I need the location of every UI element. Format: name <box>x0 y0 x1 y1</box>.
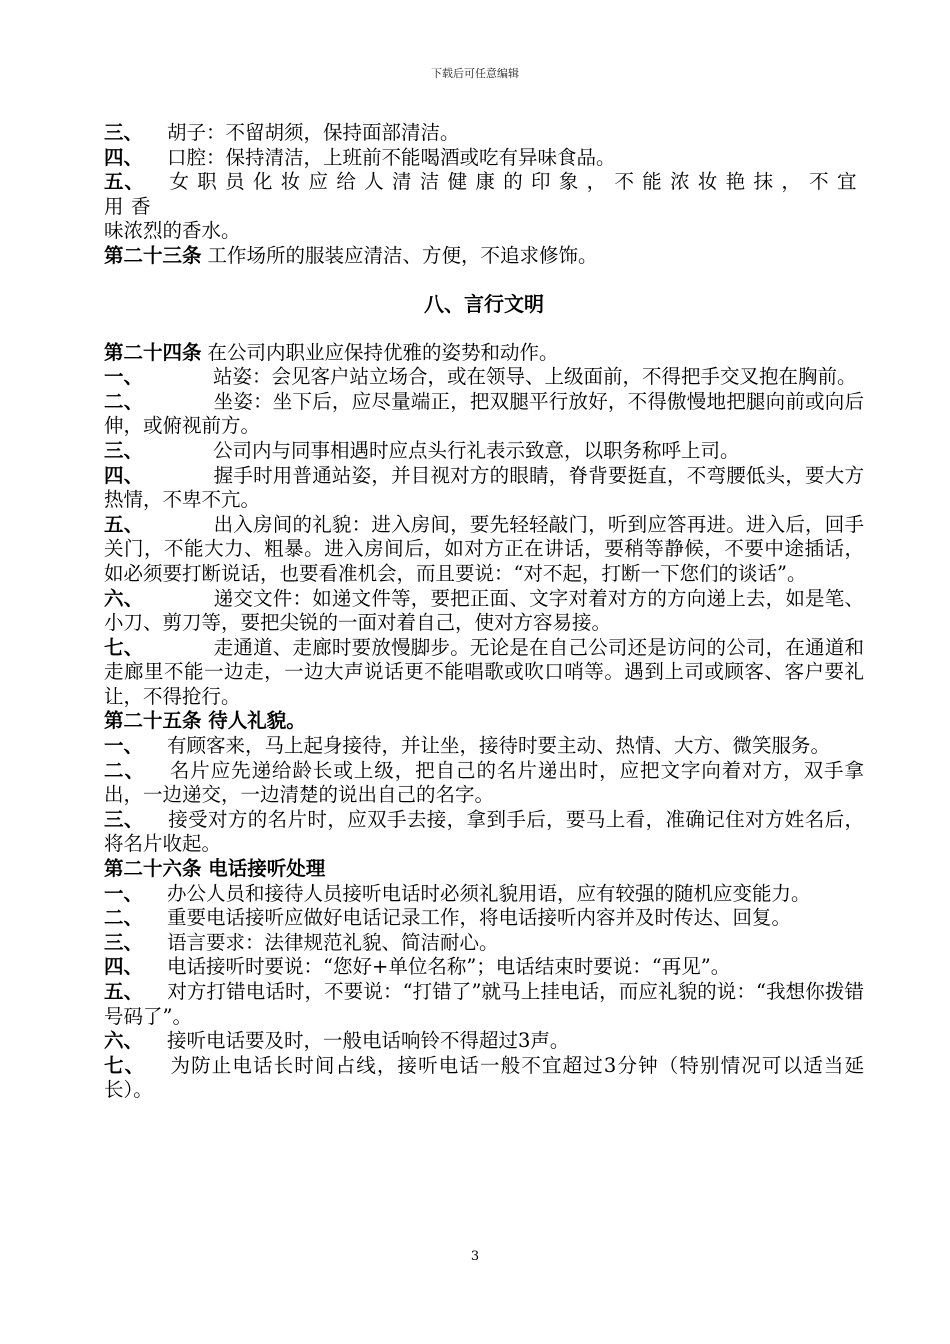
item-text: 为防止电话长时间占线，接听电话一般不宜超过3分钟（特别情况可以适当延长）。 <box>104 1053 864 1102</box>
item-text: 有顾客来，马上起身接待，并让坐，接待时要主动、热情、大方、微笑服务。 <box>167 734 831 758</box>
list-item <box>104 146 864 171</box>
item-text: 女职员化妆应给人清洁健康的印象，不能浓妆艳抹，不宜用香 <box>104 170 864 218</box>
item-text: 站姿：会见客户站立场合，或在领导、上级面前，不得把手交叉抱在胸前。 <box>213 365 857 389</box>
item-number: 一、 <box>104 881 144 905</box>
item-number: 六、 <box>104 586 144 610</box>
item-number: 四、 <box>104 463 144 487</box>
list-item <box>104 882 864 907</box>
list-item <box>104 390 864 439</box>
list-item <box>104 955 864 980</box>
list-item <box>104 759 864 808</box>
list-item <box>104 734 864 759</box>
item-number: 三、 <box>104 121 144 144</box>
item-number: 二、 <box>104 389 144 413</box>
list-item <box>104 1029 864 1054</box>
item-number: 五、 <box>104 512 144 536</box>
list-item <box>104 513 864 587</box>
item-text: 语言要求：法律规范礼貌、简洁耐心。 <box>167 930 499 954</box>
item-text: 公司内与同事相遇时应点头行礼表示致意，以职务称呼上司。 <box>213 438 740 462</box>
item-text: 电话接听时要说：“您好+单位名称”；电话结束时要说：“再见”。 <box>167 955 731 979</box>
item-text: 走通道、走廊时要放慢脚步。无论是在自己公司还是访问的公司，在通道和走廊里不能一边走，一边大声说话更不能唱歌或吹口哨等。遇到上司或顾客、客户要礼让，不得抢行。 <box>104 635 864 708</box>
section-heading: 八、言行文明 <box>424 291 544 316</box>
item-number: 五、 <box>104 170 145 194</box>
article-25-label: 第二十五条 待人礼貌。 <box>104 709 306 733</box>
item-text: 坐姿：坐下后，应尽量端正，把双腿平行放好，不得傲慢地把腿向前或向后伸，或俯视前方。 <box>104 389 864 438</box>
item-number: 一、 <box>104 734 144 758</box>
article-label: 第二十四条 <box>104 340 202 364</box>
list-item <box>104 1054 864 1103</box>
article-text: 在公司内职业应保持优雅的姿势和动作。 <box>207 340 559 364</box>
item-number: 六、 <box>104 1029 144 1053</box>
item-number: 四、 <box>104 955 144 979</box>
list-item <box>104 464 864 513</box>
article-text: 工作场所的服装应清洁、方便，不追求修饰。 <box>207 243 598 267</box>
item-number: 三、 <box>104 930 144 954</box>
article-24 <box>104 341 864 366</box>
item-number: 二、 <box>104 906 144 930</box>
item-text: 胡子：不留胡须，保持面部清洁。 <box>167 121 460 144</box>
item-number: 一、 <box>104 365 144 389</box>
item-text: 出入房间的礼貌：进入房间，要先轻轻敲门，听到应答再进。进入后，回手关门，不能大力、粗暴。进入房间后，如对方正在讲话，要稍等静候，不要中途插话，如必须要打断说话，也要看准机会，而且要说：“对不起，打断一下您们的谈话”。 <box>104 512 864 585</box>
item-text-continued: 味浓烈的香水。 <box>104 219 241 243</box>
item-number: 四、 <box>104 145 144 169</box>
page-number: 3 <box>470 1249 480 1264</box>
list-item <box>104 587 864 636</box>
list-item <box>104 906 864 931</box>
item-text: 口腔：保持清洁，上班前不能喝酒或吃有异味食品。 <box>167 145 616 169</box>
item-text: 握手时用普通站姿，并目视对方的眼睛，脊背要挺直，不弯腰低头，要大方热情，不卑不亢。 <box>104 463 864 512</box>
item-text: 名片应先递给龄长或上级，把自己的名片递出时，应把文字向着对方，双手拿出，一边递交，一边清楚的说出自己的名字。 <box>104 758 864 807</box>
item-text: 递交文件：如递文件等，要把正面、文字对着对方的方向递上去，如是笔、小刀、剪刀等，要把尖锐的一面对着自己，使对方容易接。 <box>104 586 864 635</box>
document-body <box>104 121 864 1103</box>
list-item <box>104 365 864 390</box>
item-text: 对方打错电话时，不要说：“打错了”就马上挂电话，而应礼貌的说：“我想你拨错号码了”。 <box>104 980 864 1028</box>
item-text: 办公人员和接待人员接听电话时必须礼貌用语，应有较强的随机应变能力。 <box>167 881 811 905</box>
item-number: 三、 <box>104 438 144 462</box>
item-text: 重要电话接听应做好电话记录工作，将电话接听内容并及时传达、回复。 <box>167 906 792 930</box>
article-26-label: 第二十六条 电话接听处理 <box>104 857 326 881</box>
item-number: 三、 <box>104 807 144 831</box>
article-23 <box>104 244 864 269</box>
list-item <box>104 170 864 244</box>
item-number: 七、 <box>104 1053 146 1077</box>
list-item <box>104 121 864 146</box>
page-header: 下载后可任意编辑 <box>431 67 519 80</box>
list-item <box>104 439 864 464</box>
list-item <box>104 808 864 857</box>
item-number: 七、 <box>104 635 144 659</box>
article-label: 第二十三条 <box>104 243 202 267</box>
item-text: 接受对方的名片时，应双手去接，拿到手后，要马上看，准确记住对方姓名后，将名片收起。 <box>104 807 864 856</box>
item-number: 五、 <box>104 980 144 1003</box>
list-item <box>104 980 864 1029</box>
item-number: 二、 <box>104 758 145 782</box>
item-text: 接听电话要及时，一般电话响铃不得超过3声。 <box>167 1029 570 1053</box>
list-item <box>104 931 864 956</box>
list-item <box>104 636 864 710</box>
